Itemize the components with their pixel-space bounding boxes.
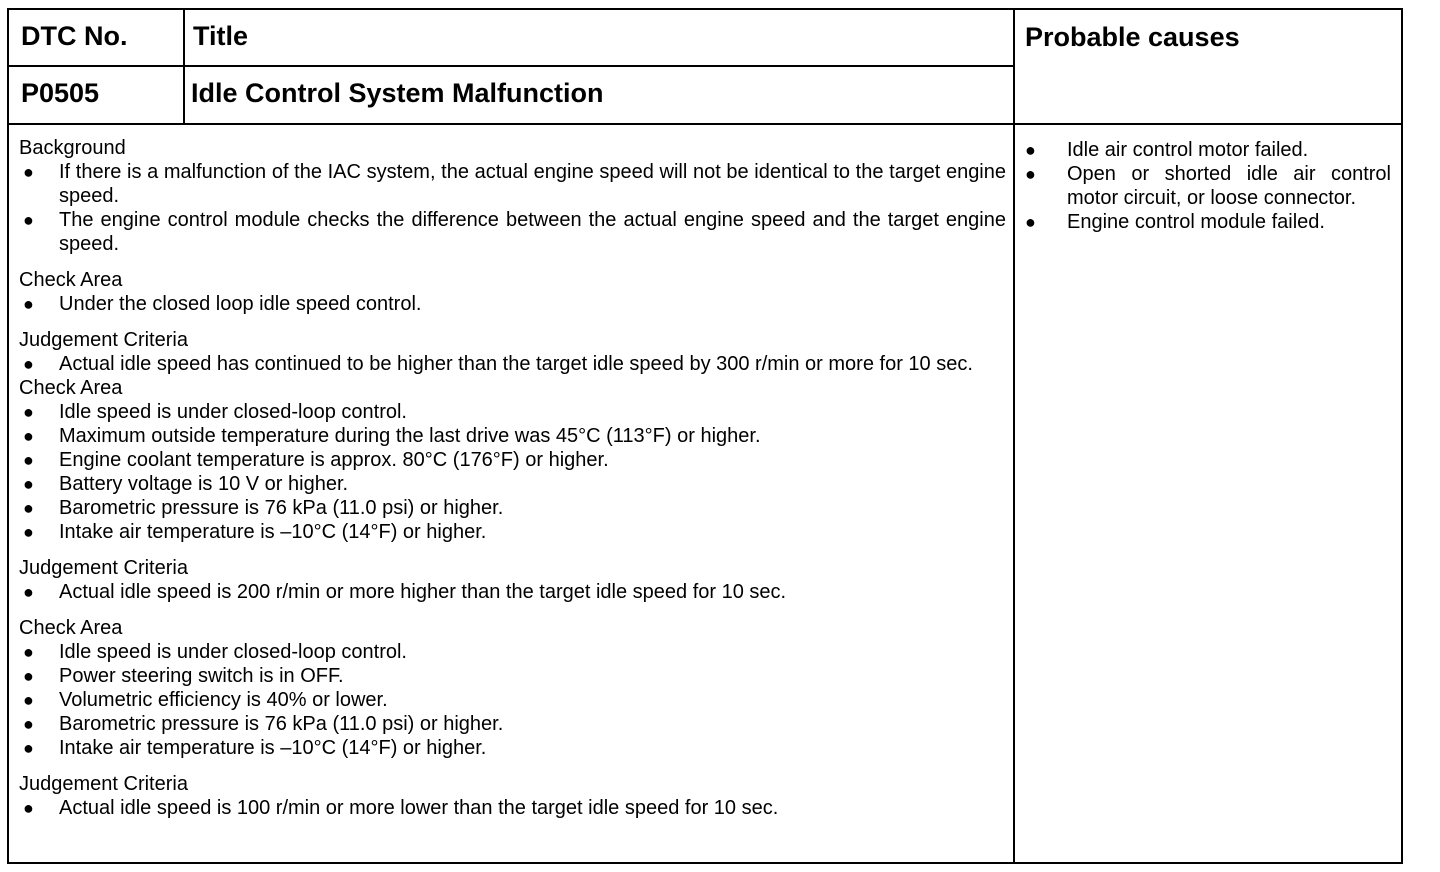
section-background (19, 136, 1006, 256)
bullet-icon: ● (23, 666, 34, 686)
bullet-icon: ● (23, 426, 34, 446)
dtc-table (7, 8, 1403, 864)
list-item: ● Battery voltage is 10 V or higher. (19, 472, 1006, 496)
bullet-icon: ● (23, 498, 34, 518)
bullet-icon: ● (23, 582, 34, 602)
list-item: ● Idle speed is under closed-loop control. (19, 640, 1006, 664)
list-item: ● Under the closed loop idle speed control. (19, 292, 1006, 316)
bullet-icon: ● (23, 162, 34, 182)
title-header: Title (193, 21, 249, 51)
list-item: ● Power steering switch is in OFF. (19, 664, 1006, 688)
section-judgement-3 (19, 772, 1006, 820)
probable-causes-list (1021, 138, 1391, 234)
bullet-icon: ● (23, 402, 34, 422)
section-heading: Check Area (19, 377, 123, 399)
bullet-icon: ● (23, 354, 34, 374)
section-judgement-1 (19, 328, 1006, 376)
list-item: ● The engine control module checks the difference between the actual engine speed and the target engine speed. (19, 208, 1006, 256)
dtc-code: P0505 (21, 78, 100, 108)
list-item: ● Intake air temperature is –10°C (14°F) or higher. (19, 736, 1006, 760)
description-body (19, 136, 1006, 820)
bullet-icon: ● (23, 798, 34, 818)
bullet-icon: ● (23, 522, 34, 542)
bullet-icon: ● (23, 210, 34, 230)
list-item: ● Intake air temperature is –10°C (14°F) or higher. (19, 520, 1006, 544)
bullet-icon: ● (23, 714, 34, 734)
probable-causes-header: Probable causes (1025, 22, 1240, 52)
section-heading: Check Area (19, 617, 123, 639)
list-item: ● If there is a malfunction of the IAC system, the actual engine speed will not be identical to the target engine speed. (19, 160, 1006, 208)
bullet-icon: ● (1025, 164, 1036, 184)
section-judgement-2 (19, 556, 1006, 604)
bullet-icon: ● (23, 294, 34, 314)
cause-item: ● Idle air control motor failed. (1021, 138, 1391, 162)
bullet-icon: ● (23, 450, 34, 470)
cause-item: ● Engine control module failed. (1021, 210, 1391, 234)
bullet-icon: ● (23, 738, 34, 758)
bullet-icon: ● (23, 642, 34, 662)
list-item: ● Barometric pressure is 76 kPa (11.0 psi) or higher. (19, 496, 1006, 520)
list-item: ● Barometric pressure is 76 kPa (11.0 psi) or higher. (19, 712, 1006, 736)
section-heading: Background (19, 137, 126, 159)
section-check-area-1 (19, 268, 1006, 316)
cause-item: ● Open or shorted idle air control motor circuit, or loose connector. (1021, 162, 1391, 210)
divider-header-row (9, 65, 1013, 67)
list-item: ● Actual idle speed is 200 r/min or more higher than the target idle speed for 10 sec. (19, 580, 1006, 604)
list-item: ● Idle speed is under closed-loop control. (19, 400, 1006, 424)
bullet-icon: ● (1025, 140, 1036, 160)
list-item: ● Maximum outside temperature during the last drive was 45°C (113°F) or higher. (19, 424, 1006, 448)
bullet-icon: ● (1025, 212, 1036, 232)
section-heading: Judgement Criteria (19, 557, 188, 579)
divider-dtc-title (183, 10, 185, 124)
list-item: ● Actual idle speed has continued to be higher than the target idle speed by 300 r/min or more for 10 sec. (19, 352, 1006, 376)
list-item: ● Engine coolant temperature is approx. 80°C (176°F) or higher. (19, 448, 1006, 472)
bullet-icon: ● (23, 690, 34, 710)
list-item: ● Volumetric efficiency is 40% or lower. (19, 688, 1006, 712)
section-heading: Check Area (19, 269, 123, 291)
bullet-icon: ● (23, 474, 34, 494)
divider-main-causes (1013, 10, 1015, 862)
section-check-area-2 (19, 376, 1006, 544)
section-check-area-3 (19, 616, 1006, 760)
section-heading: Judgement Criteria (19, 329, 188, 351)
list-item: ● Actual idle speed is 100 r/min or more lower than the target idle speed for 10 sec. (19, 796, 1006, 820)
divider-header-body (9, 123, 1401, 125)
dtc-no-header: DTC No. (21, 21, 128, 51)
section-heading: Judgement Criteria (19, 773, 188, 795)
dtc-title: Idle Control System Malfunction (191, 78, 604, 108)
